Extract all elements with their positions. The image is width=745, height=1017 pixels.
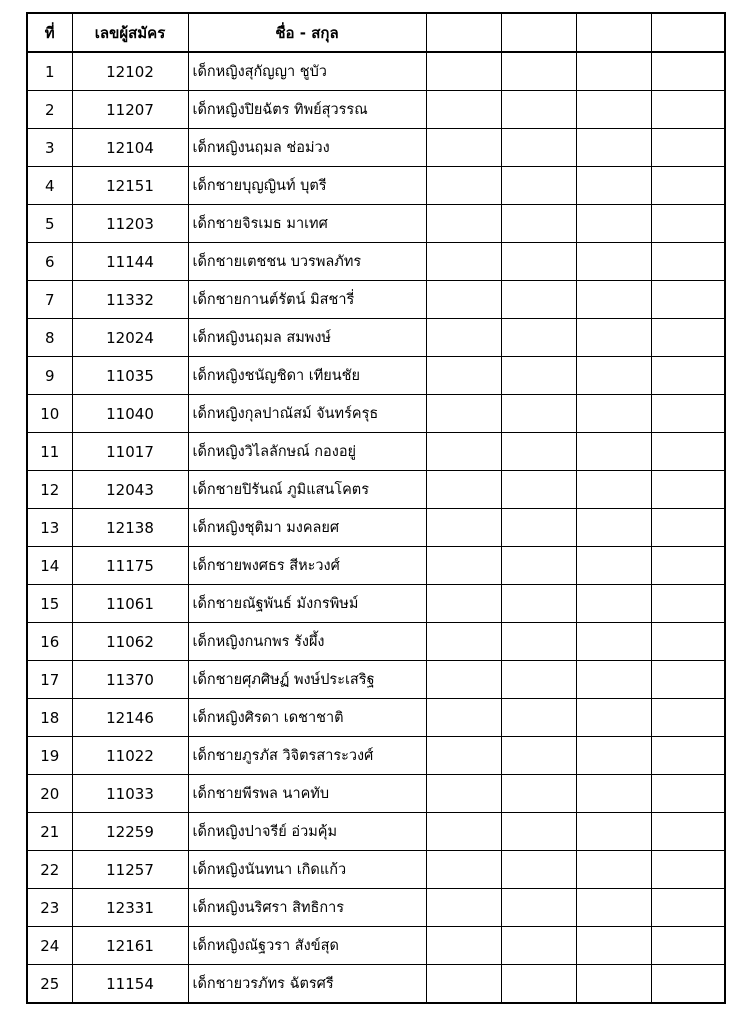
blank-cell-1: [426, 433, 501, 471]
applicant-id-cell: 11370: [72, 661, 188, 699]
full-name-cell: เด็กหญิงณัฐวรา สังข์สุด: [188, 927, 426, 965]
blank-cell-1: [426, 509, 501, 547]
blank-cell-4: [651, 661, 725, 699]
header-applicant-id: เลขผู้สมัคร: [72, 13, 188, 52]
blank-cell-3: [576, 889, 651, 927]
row-number-cell: 10: [27, 395, 72, 433]
blank-cell-3: [576, 357, 651, 395]
full-name-cell: เด็กหญิงกุลปาณัสม์ จันทร์ครุธ: [188, 395, 426, 433]
blank-cell-4: [651, 965, 725, 1004]
full-name-cell: เด็กชายศุภศิษฏ์ พงษ์ประเสริฐ: [188, 661, 426, 699]
blank-cell-3: [576, 129, 651, 167]
blank-cell-2: [501, 395, 576, 433]
row-number-cell: 7: [27, 281, 72, 319]
blank-cell-3: [576, 205, 651, 243]
blank-cell-2: [501, 357, 576, 395]
full-name-cell: เด็กชายพีรพล นาคทับ: [188, 775, 426, 813]
table-row: [27, 52, 725, 91]
applicant-id-cell: 11062: [72, 623, 188, 661]
applicant-id-cell: 11061: [72, 585, 188, 623]
blank-cell-2: [501, 281, 576, 319]
blank-cell-1: [426, 623, 501, 661]
row-number-cell: 14: [27, 547, 72, 585]
applicant-id-cell: 11332: [72, 281, 188, 319]
blank-cell-3: [576, 661, 651, 699]
blank-cell-4: [651, 927, 725, 965]
blank-cell-4: [651, 737, 725, 775]
blank-cell-2: [501, 813, 576, 851]
table-row: [27, 91, 725, 129]
blank-cell-2: [501, 547, 576, 585]
applicant-roster-table: [26, 12, 726, 1004]
blank-cell-2: [501, 775, 576, 813]
header-blank-column-2: [501, 13, 576, 52]
header-no: ที่: [27, 13, 72, 52]
row-number-cell: 18: [27, 699, 72, 737]
blank-cell-4: [651, 319, 725, 357]
blank-cell-4: [651, 889, 725, 927]
full-name-cell: เด็กหญิงชุติมา มงคลยศ: [188, 509, 426, 547]
blank-cell-4: [651, 395, 725, 433]
blank-cell-3: [576, 395, 651, 433]
applicant-id-cell: 11203: [72, 205, 188, 243]
blank-cell-3: [576, 52, 651, 91]
applicant-id-cell: 11033: [72, 775, 188, 813]
blank-cell-1: [426, 775, 501, 813]
blank-cell-1: [426, 927, 501, 965]
blank-cell-4: [651, 52, 725, 91]
row-number-cell: 9: [27, 357, 72, 395]
applicant-id-cell: 12259: [72, 813, 188, 851]
blank-cell-4: [651, 433, 725, 471]
blank-cell-1: [426, 243, 501, 281]
row-number-cell: 5: [27, 205, 72, 243]
blank-cell-3: [576, 281, 651, 319]
blank-cell-4: [651, 91, 725, 129]
blank-cell-2: [501, 91, 576, 129]
row-number-cell: 15: [27, 585, 72, 623]
blank-cell-2: [501, 889, 576, 927]
blank-cell-1: [426, 661, 501, 699]
row-number-cell: 19: [27, 737, 72, 775]
blank-cell-2: [501, 509, 576, 547]
blank-cell-3: [576, 509, 651, 547]
full-name-cell: เด็กชายพงศธร สีหะวงศ์: [188, 547, 426, 585]
blank-cell-3: [576, 775, 651, 813]
blank-cell-3: [576, 623, 651, 661]
blank-cell-3: [576, 547, 651, 585]
blank-cell-3: [576, 91, 651, 129]
table-row: [27, 813, 725, 851]
blank-cell-4: [651, 281, 725, 319]
table-row: [27, 205, 725, 243]
blank-cell-2: [501, 433, 576, 471]
applicant-id-cell: 11257: [72, 851, 188, 889]
blank-cell-1: [426, 851, 501, 889]
blank-cell-3: [576, 699, 651, 737]
applicant-id-cell: 11035: [72, 357, 188, 395]
table-row: [27, 395, 725, 433]
full-name-cell: เด็กชายปิรันณ์ ภูมิแสนโคตร: [188, 471, 426, 509]
blank-cell-1: [426, 91, 501, 129]
applicant-id-cell: 11154: [72, 965, 188, 1004]
applicant-id-cell: 11017: [72, 433, 188, 471]
row-number-cell: 1: [27, 52, 72, 91]
blank-cell-2: [501, 319, 576, 357]
blank-cell-4: [651, 547, 725, 585]
table-row: [27, 319, 725, 357]
blank-cell-1: [426, 52, 501, 91]
full-name-cell: เด็กชายจิรเมธ มาเทศ: [188, 205, 426, 243]
row-number-cell: 4: [27, 167, 72, 205]
full-name-cell: เด็กชายเตชชน บวรพลภัทร: [188, 243, 426, 281]
table-row: [27, 889, 725, 927]
applicant-id-cell: 12024: [72, 319, 188, 357]
blank-cell-3: [576, 471, 651, 509]
row-number-cell: 17: [27, 661, 72, 699]
blank-cell-3: [576, 737, 651, 775]
blank-cell-2: [501, 623, 576, 661]
blank-cell-2: [501, 471, 576, 509]
row-number-cell: 25: [27, 965, 72, 1004]
full-name-cell: เด็กหญิงนฤมล สมพงษ์: [188, 319, 426, 357]
row-number-cell: 2: [27, 91, 72, 129]
table-row: [27, 281, 725, 319]
applicant-id-cell: 12104: [72, 129, 188, 167]
full-name-cell: เด็กหญิงศิรดา เดชาชาติ: [188, 699, 426, 737]
blank-cell-2: [501, 243, 576, 281]
table-row: [27, 775, 725, 813]
full-name-cell: เด็กหญิงนริศรา สิทธิการ: [188, 889, 426, 927]
blank-cell-3: [576, 243, 651, 281]
full-name-cell: เด็กหญิงปาจรีย์ อ่วมคุ้ม: [188, 813, 426, 851]
blank-cell-4: [651, 167, 725, 205]
blank-cell-1: [426, 319, 501, 357]
blank-cell-4: [651, 471, 725, 509]
blank-cell-1: [426, 129, 501, 167]
table-row: [27, 585, 725, 623]
blank-cell-4: [651, 243, 725, 281]
applicant-id-cell: 11207: [72, 91, 188, 129]
row-number-cell: 12: [27, 471, 72, 509]
blank-cell-2: [501, 129, 576, 167]
table-row: [27, 509, 725, 547]
row-number-cell: 23: [27, 889, 72, 927]
applicant-id-cell: 12151: [72, 167, 188, 205]
blank-cell-2: [501, 927, 576, 965]
blank-cell-4: [651, 813, 725, 851]
blank-cell-4: [651, 623, 725, 661]
table-row: [27, 927, 725, 965]
full-name-cell: เด็กหญิงชนัญชิดา เทียนชัย: [188, 357, 426, 395]
row-number-cell: 11: [27, 433, 72, 471]
blank-cell-4: [651, 699, 725, 737]
blank-cell-1: [426, 395, 501, 433]
blank-cell-1: [426, 205, 501, 243]
applicant-id-cell: 12161: [72, 927, 188, 965]
blank-cell-1: [426, 965, 501, 1004]
blank-cell-1: [426, 471, 501, 509]
blank-cell-2: [501, 965, 576, 1004]
applicant-id-cell: 11022: [72, 737, 188, 775]
blank-cell-1: [426, 585, 501, 623]
blank-cell-3: [576, 813, 651, 851]
full-name-cell: เด็กหญิงปิยฉัตร ทิพย์สุวรรณ: [188, 91, 426, 129]
applicant-id-cell: 12138: [72, 509, 188, 547]
table-row: [27, 965, 725, 1004]
full-name-cell: เด็กหญิงสุกัญญา ชูบัว: [188, 52, 426, 91]
blank-cell-3: [576, 851, 651, 889]
blank-cell-1: [426, 547, 501, 585]
full-name-cell: เด็กหญิงวิไลลักษณ์ กองอยู่: [188, 433, 426, 471]
full-name-cell: เด็กชายบุญญินท์ บุตรี: [188, 167, 426, 205]
table-row: [27, 737, 725, 775]
applicant-id-cell: 11144: [72, 243, 188, 281]
blank-cell-4: [651, 205, 725, 243]
blank-cell-4: [651, 775, 725, 813]
blank-cell-2: [501, 661, 576, 699]
row-number-cell: 3: [27, 129, 72, 167]
blank-cell-1: [426, 281, 501, 319]
row-number-cell: 21: [27, 813, 72, 851]
row-number-cell: 6: [27, 243, 72, 281]
blank-cell-2: [501, 167, 576, 205]
full-name-cell: เด็กชายกานต์รัตน์ มิสชารี่: [188, 281, 426, 319]
table-row: [27, 623, 725, 661]
blank-cell-4: [651, 585, 725, 623]
blank-cell-2: [501, 737, 576, 775]
header-blank-column-4: [651, 13, 725, 52]
blank-cell-2: [501, 699, 576, 737]
row-number-cell: 20: [27, 775, 72, 813]
full-name-cell: เด็กหญิงกนกพร รังผึ้ง: [188, 623, 426, 661]
blank-cell-3: [576, 319, 651, 357]
applicant-id-cell: 11040: [72, 395, 188, 433]
row-number-cell: 22: [27, 851, 72, 889]
blank-cell-3: [576, 433, 651, 471]
table-header-row: [27, 13, 725, 52]
applicant-id-cell: 11175: [72, 547, 188, 585]
table-row: [27, 433, 725, 471]
table-row: [27, 661, 725, 699]
blank-cell-2: [501, 52, 576, 91]
full-name-cell: เด็กชายณัฐพันธ์ มังกรพิษม์: [188, 585, 426, 623]
row-number-cell: 24: [27, 927, 72, 965]
table-row: [27, 547, 725, 585]
blank-cell-4: [651, 357, 725, 395]
applicant-id-cell: 12043: [72, 471, 188, 509]
full-name-cell: เด็กหญิงนันทนา เกิดแก้ว: [188, 851, 426, 889]
blank-cell-1: [426, 813, 501, 851]
row-number-cell: 16: [27, 623, 72, 661]
header-blank-column-1: [426, 13, 501, 52]
blank-cell-1: [426, 699, 501, 737]
row-number-cell: 8: [27, 319, 72, 357]
applicant-id-cell: 12102: [72, 52, 188, 91]
header-blank-column-3: [576, 13, 651, 52]
table-row: [27, 357, 725, 395]
row-number-cell: 13: [27, 509, 72, 547]
table-row: [27, 471, 725, 509]
full-name-cell: เด็กชายภูรภัส วิจิตรสาระวงศ์: [188, 737, 426, 775]
blank-cell-4: [651, 509, 725, 547]
blank-cell-2: [501, 585, 576, 623]
table-row: [27, 699, 725, 737]
table-row: [27, 851, 725, 889]
blank-cell-1: [426, 357, 501, 395]
blank-cell-1: [426, 167, 501, 205]
table-row: [27, 167, 725, 205]
blank-cell-3: [576, 927, 651, 965]
table-row: [27, 129, 725, 167]
full-name-cell: เด็กชายวรภัทร ฉัตรศรี: [188, 965, 426, 1004]
blank-cell-3: [576, 167, 651, 205]
blank-cell-1: [426, 737, 501, 775]
full-name-cell: เด็กหญิงนฤมล ช่อม่วง: [188, 129, 426, 167]
blank-cell-1: [426, 889, 501, 927]
blank-cell-2: [501, 205, 576, 243]
table-row: [27, 243, 725, 281]
blank-cell-3: [576, 965, 651, 1004]
header-full-name: ชื่อ - สกุล: [188, 13, 426, 52]
applicant-id-cell: 12331: [72, 889, 188, 927]
applicant-id-cell: 12146: [72, 699, 188, 737]
blank-cell-4: [651, 851, 725, 889]
blank-cell-2: [501, 851, 576, 889]
blank-cell-4: [651, 129, 725, 167]
blank-cell-3: [576, 585, 651, 623]
